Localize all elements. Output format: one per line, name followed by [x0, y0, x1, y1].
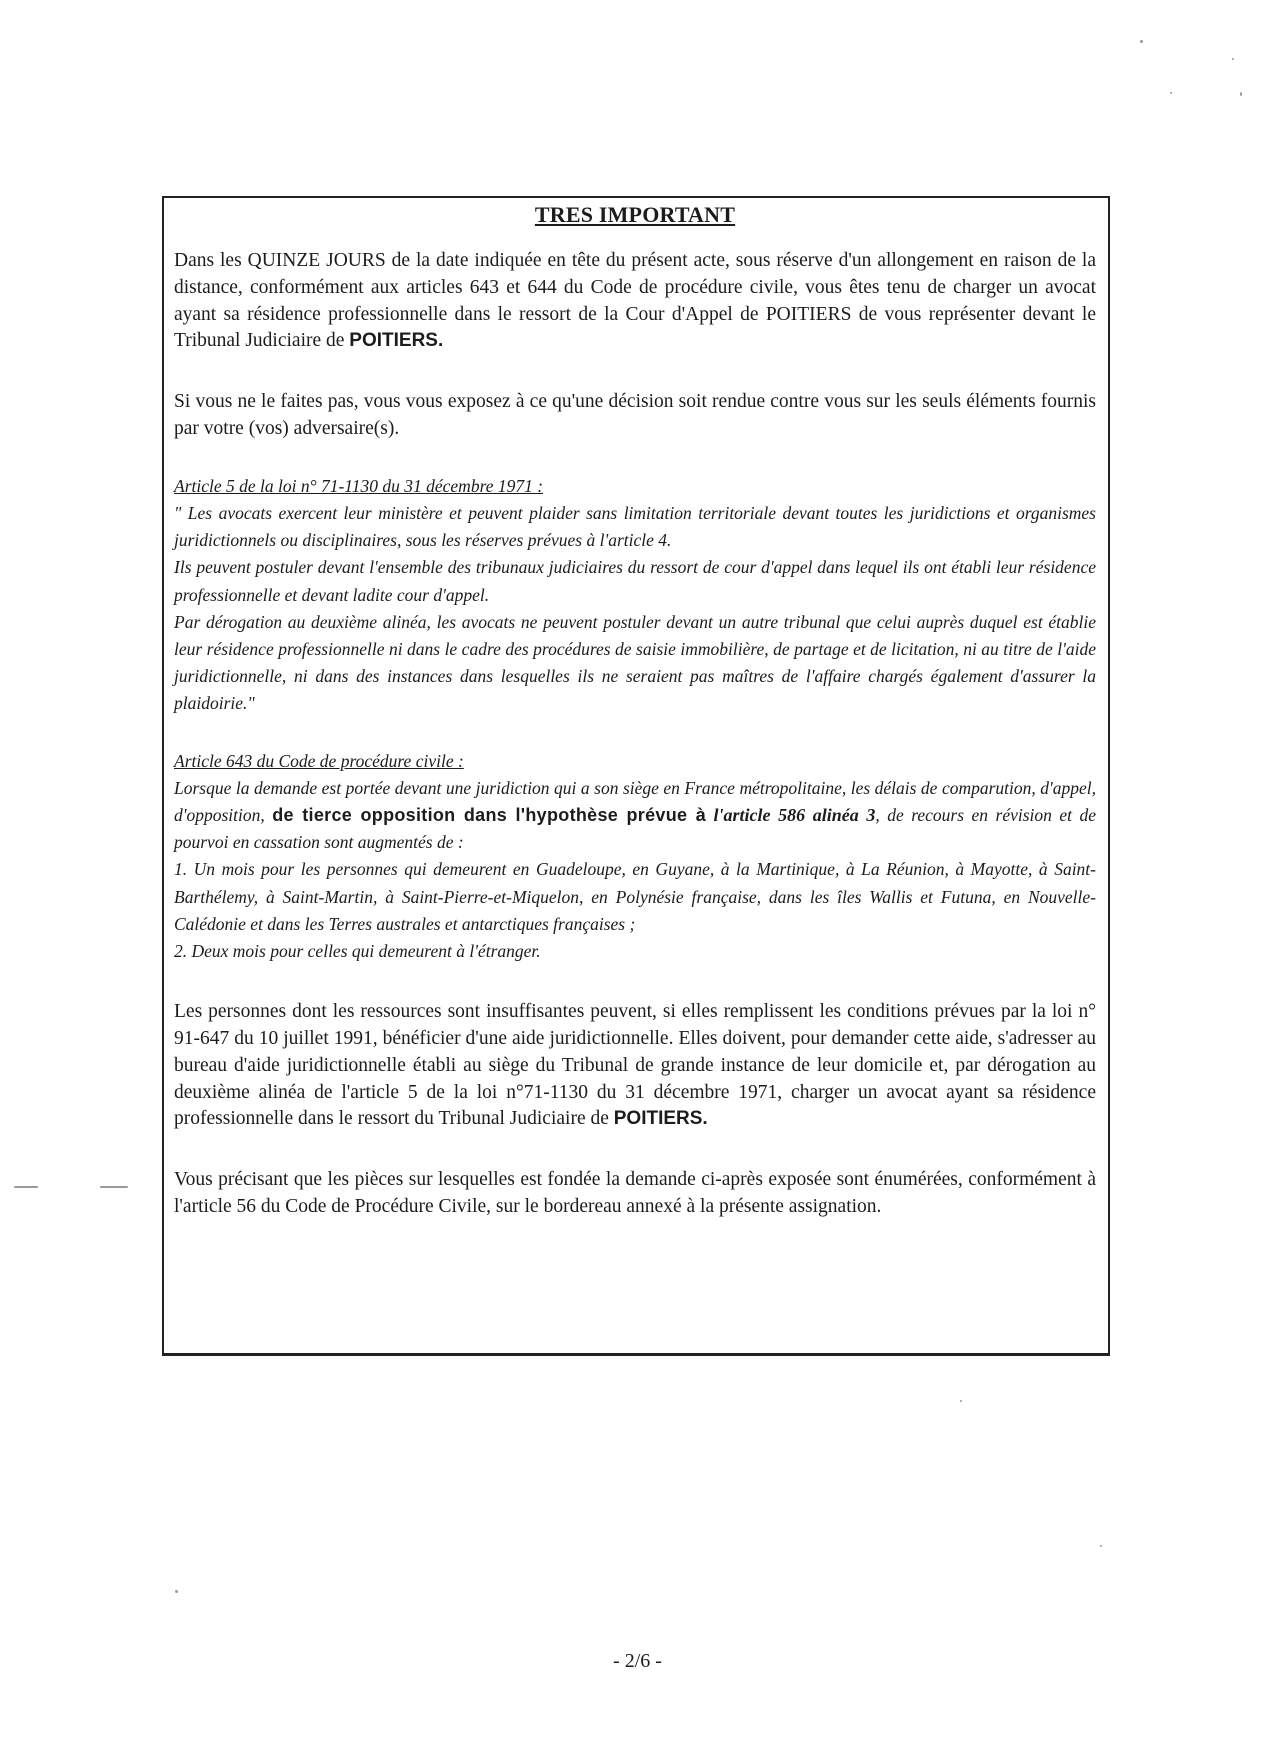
article-643-block: [174, 748, 1096, 966]
important-notice-box: [162, 196, 1110, 1356]
legal-aid-text: Les personnes dont les ressources sont insuffisantes peuvent, si elles remplissent les conditions prévues par la loi n° 91-647 du 10 juillet 1991, bénéficier d'une aide juridictionnelle. Elles doivent, pour demander cette aide, s'adresser au bureau d'aide juridictionnelle établi au siège du Tribunal de grande instance de leur domicile et, par dérogation au deuxième alinéa de l'article 5 de la loi n°71-1130 du 31 décembre 1971, charger un avocat ayant sa résidence professionnelle dans le ressort du Tribunal Judiciaire de: [174, 1001, 1096, 1130]
scan-speck: [14, 1186, 38, 1188]
legal-aid-city: POITIERS.: [613, 1108, 708, 1130]
scan-speck: [1140, 40, 1143, 43]
article-5-block: [174, 473, 1096, 718]
scan-speck: [100, 1186, 128, 1188]
article-5-line-2: Ils peuvent postuler devant l'ensemble des tribunaux judiciaires du ressort de cour d'appel dans lequel ils ont établi leur résidence professionnelle et devant ladite cour d'appel.: [174, 557, 1096, 605]
exhibits-paragraph: Vous précisant que les pièces sur lesquelles est fondée la demande ci-après exposée sont énumérées, conformément à l'article 56 du Code de Procédure Civile, sur le bordereau annexé à la présente assignation.: [174, 1169, 1096, 1218]
article-643-intro: [174, 775, 1096, 857]
delay-paragraph: [174, 248, 1096, 355]
scan-speck: [175, 1590, 178, 1593]
article-5-line-3: Par dérogation au deuxième alinéa, les avocats ne peuvent postuler devant un autre tribunal que celui auprès duquel est établie leur résidence professionnelle ni dans le cadre des procédures de saisie immobilière, de partage et de licitation, ni au titre de l'aide juridictionnelle, ni dans des instances dans lesquelles ils ne seraient pas maîtres de l'affaire chargés également d'assurer la plaidoirie.": [174, 611, 1096, 714]
delay-paragraph-city: POITIERS.: [349, 330, 444, 352]
notice-title: TRES IMPORTANT: [534, 202, 736, 227]
scan-speck: [1232, 58, 1234, 60]
page-number: - 2/6 -: [613, 1650, 662, 1672]
article-643-heading: Article 643 du Code de procédure civile :: [174, 750, 464, 771]
scan-speck: [1240, 92, 1242, 96]
scan-speck: [960, 1400, 962, 1402]
article-643-text-b: , de recours en révision et de pourvoi en cassation sont augmentés de :: [174, 805, 1096, 853]
scan-speck: [1100, 1545, 1102, 1547]
article-643-item-1: 1. Un mois pour les personnes qui demeurent en Guadeloupe, en Guyane, à la Martinique, à La Réunion, à Mayotte, à Saint-Barthélemy, à Saint-Martin, à Saint-Pierre-et-Miquelon, en Polynésie française, dans les îles Wallis et Futuna, en Nouvelle-Calédonie et dans les Terres australes et antarctiques françaises ;: [174, 859, 1096, 934]
article-643-bold-b: l'article 586 alinéa 3: [713, 805, 876, 826]
scan-speck: [1170, 92, 1172, 94]
article-5-line-1: " Les avocats exercent leur ministère et peuvent plaider sans limitation territoriale devant toutes les juridictions et organismes juridictionnels ou disciplinaires, sous les réserves prévues à l'article 4.: [174, 502, 1096, 551]
delay-paragraph-text: Dans les QUINZE JOURS de la date indiquée en tête du présent acte, sous réserve d'un allongement en raison de la distance, conformément aux articles 643 et 644 du Code de procédure civile, vous êtes tenu de charger un avocat ayant sa résidence professionnelle dans le ressort de la Cour d'Appel de POITIERS de vous représenter devant le Tribunal Judiciaire de: [174, 250, 1096, 352]
article-5-heading: Article 5 de la loi n° 71-1130 du 31 décembre 1971 :: [174, 475, 544, 496]
article-643-bold-a: de tierce opposition dans l'hypothèse prévue à: [272, 805, 707, 826]
article-643-text-a: Lorsque la demande est portée devant une juridiction qui a son siège en France métropolitaine, les délais de comparution, d'appel, d'opposition,: [174, 777, 1096, 826]
default-judgment-paragraph: Si vous ne le faites pas, vous vous exposez à ce qu'une décision soit rendue contre vous sur les seuls éléments fournis par votre (vos) adversaire(s).: [174, 391, 1096, 439]
article-643-item-2: 2. Deux mois pour celles qui demeurent à l'étranger.: [174, 941, 541, 962]
legal-aid-paragraph: [174, 999, 1096, 1133]
